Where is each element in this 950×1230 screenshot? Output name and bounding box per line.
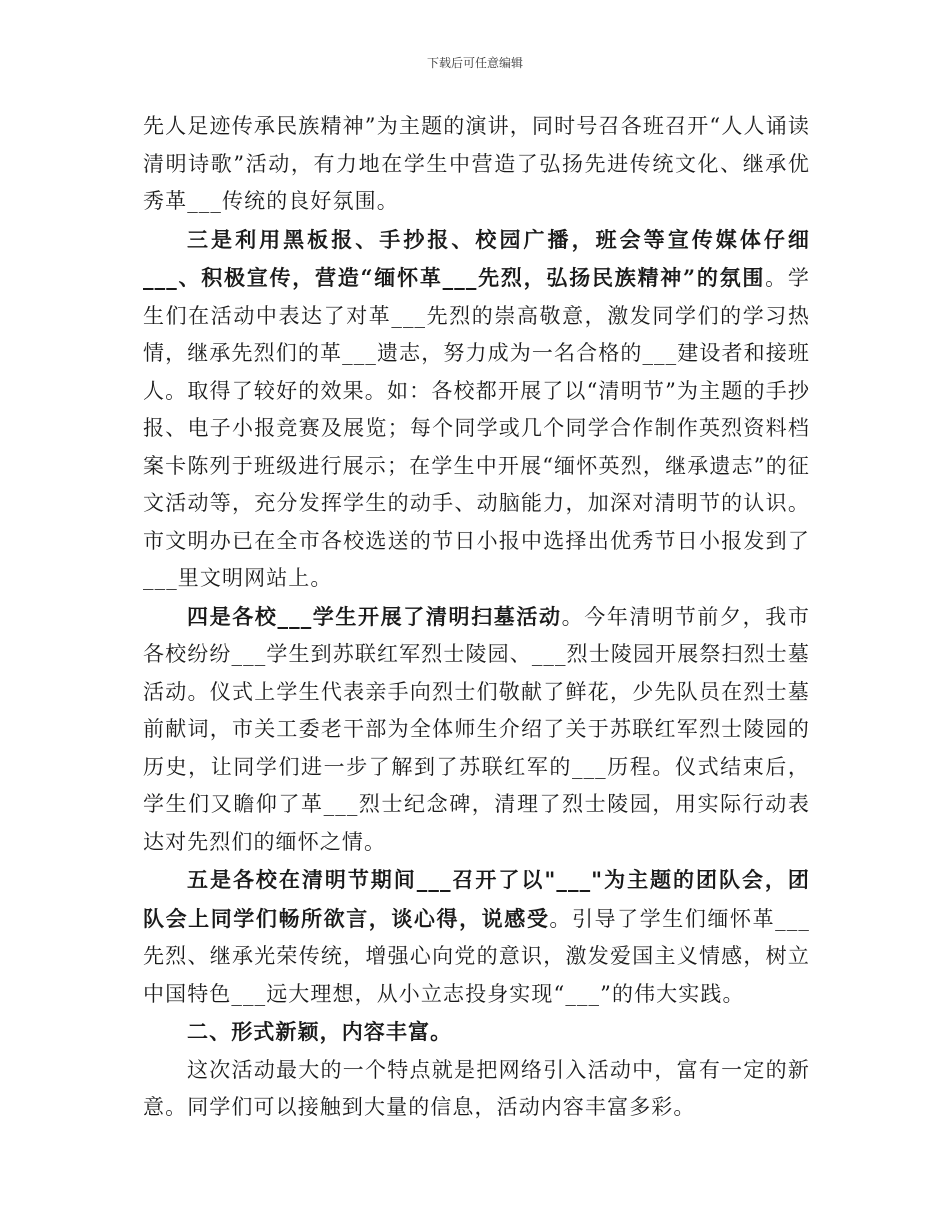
section-heading: [143, 1013, 810, 1052]
paragraph-text: 先人足迹传承民族精神”为主题的演讲，同时号召各班召开“人人诵读清明诗歌”活动，有力地在学生中营造了弘扬先进传统文化、继承优秀革___传统的良好氛围。: [143, 114, 810, 213]
paragraph-continuation: [143, 108, 810, 221]
paragraph-point-three: [143, 221, 810, 598]
paragraph-text: 。学生们在活动中表达了对革___先烈的崇高敬意，激发同学们的学习热情，继承先烈们的革___遗志，努力成为一名合格的___建设者和接班人。取得了较好的效果。如：各校都开展了以“清明节”为主题的手抄报、电子小报竞赛及展览；每个同学或几个同学合作制作英烈资料档案卡陈列于班级进行展示；在学生中开展“缅怀英烈，继承遗志”的征文活动等，充分发挥学生的动手、动脑能力，加深对清明节的认识。市文明办已在全市各校选送的节日小报中选择出优秀节日小报发到了___里文明网站上。: [143, 266, 810, 590]
paragraph-lead: 四是各校___学生开展了清明扫墓活动: [187, 603, 562, 629]
paragraph-closing: [143, 1052, 810, 1127]
paragraph-point-five: [143, 861, 810, 1013]
document-body: [143, 108, 810, 1127]
paragraph-lead: 五是各校在清明节期间___召开了以"___"为主题的团队会，团队会上同学们畅所欲言，谈心得，说感受: [143, 867, 810, 931]
paragraph-point-four: [143, 598, 810, 862]
section-heading-text: 二、形式新颖，内容丰富。: [187, 1019, 453, 1044]
paragraph-lead: 三是利用黑板报、手抄报、校园广播，班会等宣传媒体仔细___、积极宣传，营造“缅怀革___先烈，弘扬民族精神”的氛围: [143, 226, 810, 290]
paragraph-text: 。引导了学生们缅怀革___先烈、继承光荣传统，增强心向党的意识，激发爱国主义情感，树立中国特色___远大理想，从小立志投身实现“___”的伟大实践。: [143, 906, 810, 1006]
page-header: 下载后可任意编辑: [426, 56, 523, 70]
paragraph-text: 这次活动最大的一个特点就是把网络引入活动中，富有一定的新意。同学们可以接触到大量的信息，活动内容丰富多彩。: [143, 1057, 810, 1119]
paragraph-text: 。今年清明节前夕，我市各校纷纷___学生到苏联红军烈士陵园、___烈士陵园开展祭扫烈士墓活动。仪式上学生代表亲手向烈士们敬献了鲜花，少先队员在烈士墓前献词，市关工委老干部为全体师生介绍了关于苏联红军烈士陵园的历史，让同学们进一步了解到了苏联红军的___历程。仪式结束后，学生们又瞻仰了革___烈士纪念碑，清理了烈士陵园，用实际行动表达对先烈们的缅怀之情。: [143, 604, 810, 854]
